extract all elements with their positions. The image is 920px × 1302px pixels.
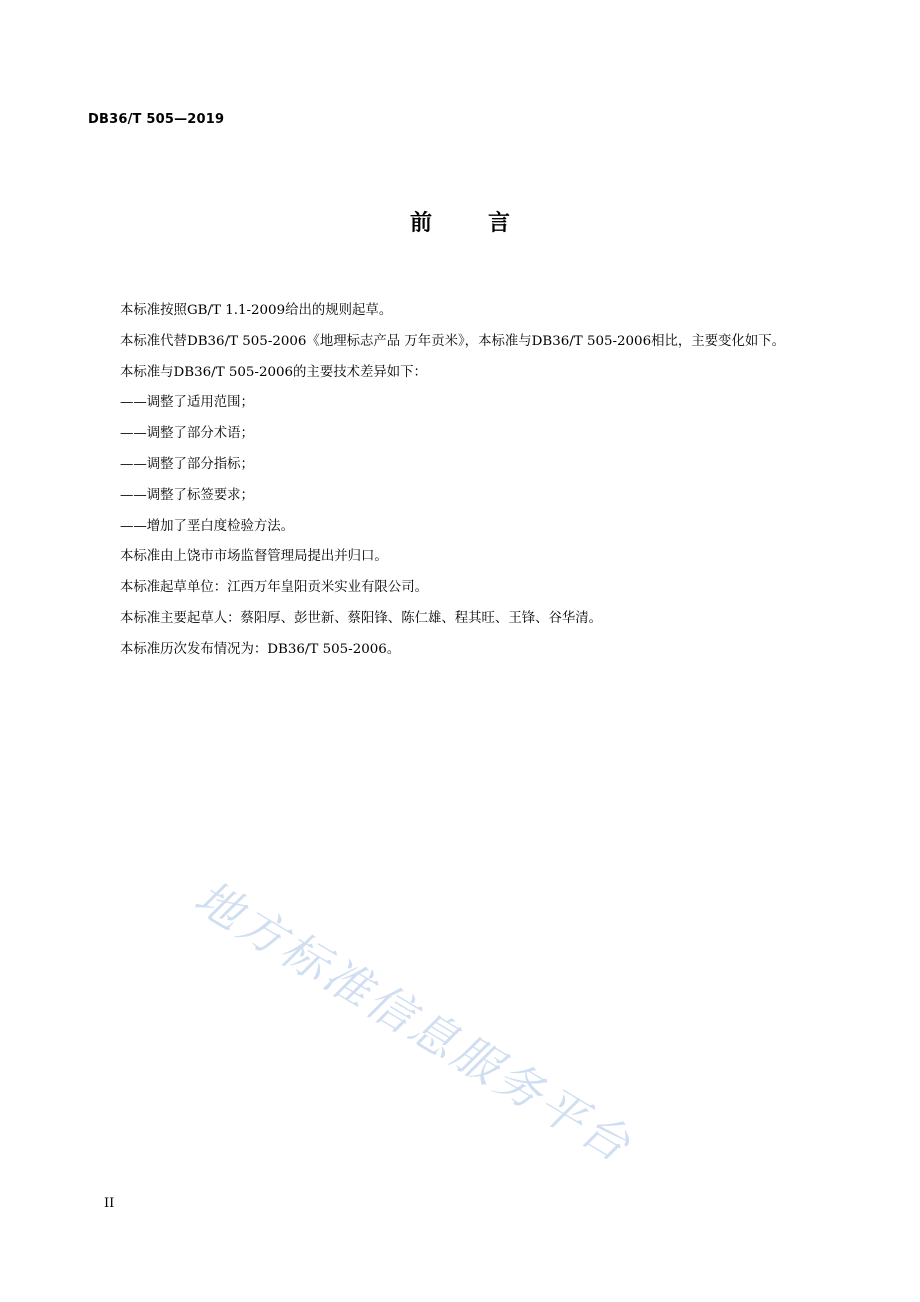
list-item: ——调整了部分指标； [120, 456, 254, 472]
list-item: ——调整了适用范围； [120, 395, 254, 411]
paragraph-differences-intro: 本标准与DB36/T 505-2006的主要技术差异如下： [120, 364, 427, 380]
title-char-1: 前 [409, 211, 432, 236]
list-item: ——调整了标签要求； [120, 487, 254, 503]
list-item: ——调整了部分术语； [120, 426, 254, 442]
list-item: ——增加了垩白度检验方法。 [120, 518, 295, 534]
paragraph-drafting-rule: 本标准按照GB/T 1.1-2009给出的规则起草。 [120, 303, 393, 318]
paragraph-replacement: 本标准代替DB36/T 505-2006《地理标志产品 万年贡米》，本标准与DB36/T 505-2006相比，主要变化如下。 [120, 333, 786, 349]
preface-body [88, 296, 814, 666]
standard-code: DB36/T 505—2019 [88, 112, 225, 127]
paragraph-release-history: 本标准历次发布情况为：DB36/T 505-2006。 [120, 641, 401, 657]
page-number: II [104, 1196, 115, 1211]
paragraph-drafting-unit: 本标准起草单位：江西万年皇阳贡米实业有限公司。 [120, 580, 428, 596]
paragraph-drafters: 本标准主要起草人：蔡阳厚、彭世新、蔡阳锋、陈仁雄、程其旺、王锋、谷华清。 [120, 610, 603, 626]
title-char-2: 言 [488, 211, 511, 236]
paragraph-proposer: 本标准由上饶市市场监督管理局提出并归口。 [120, 549, 388, 565]
watermark: 地方标准信息服务平台 [185, 869, 642, 1174]
page-title [0, 206, 920, 237]
